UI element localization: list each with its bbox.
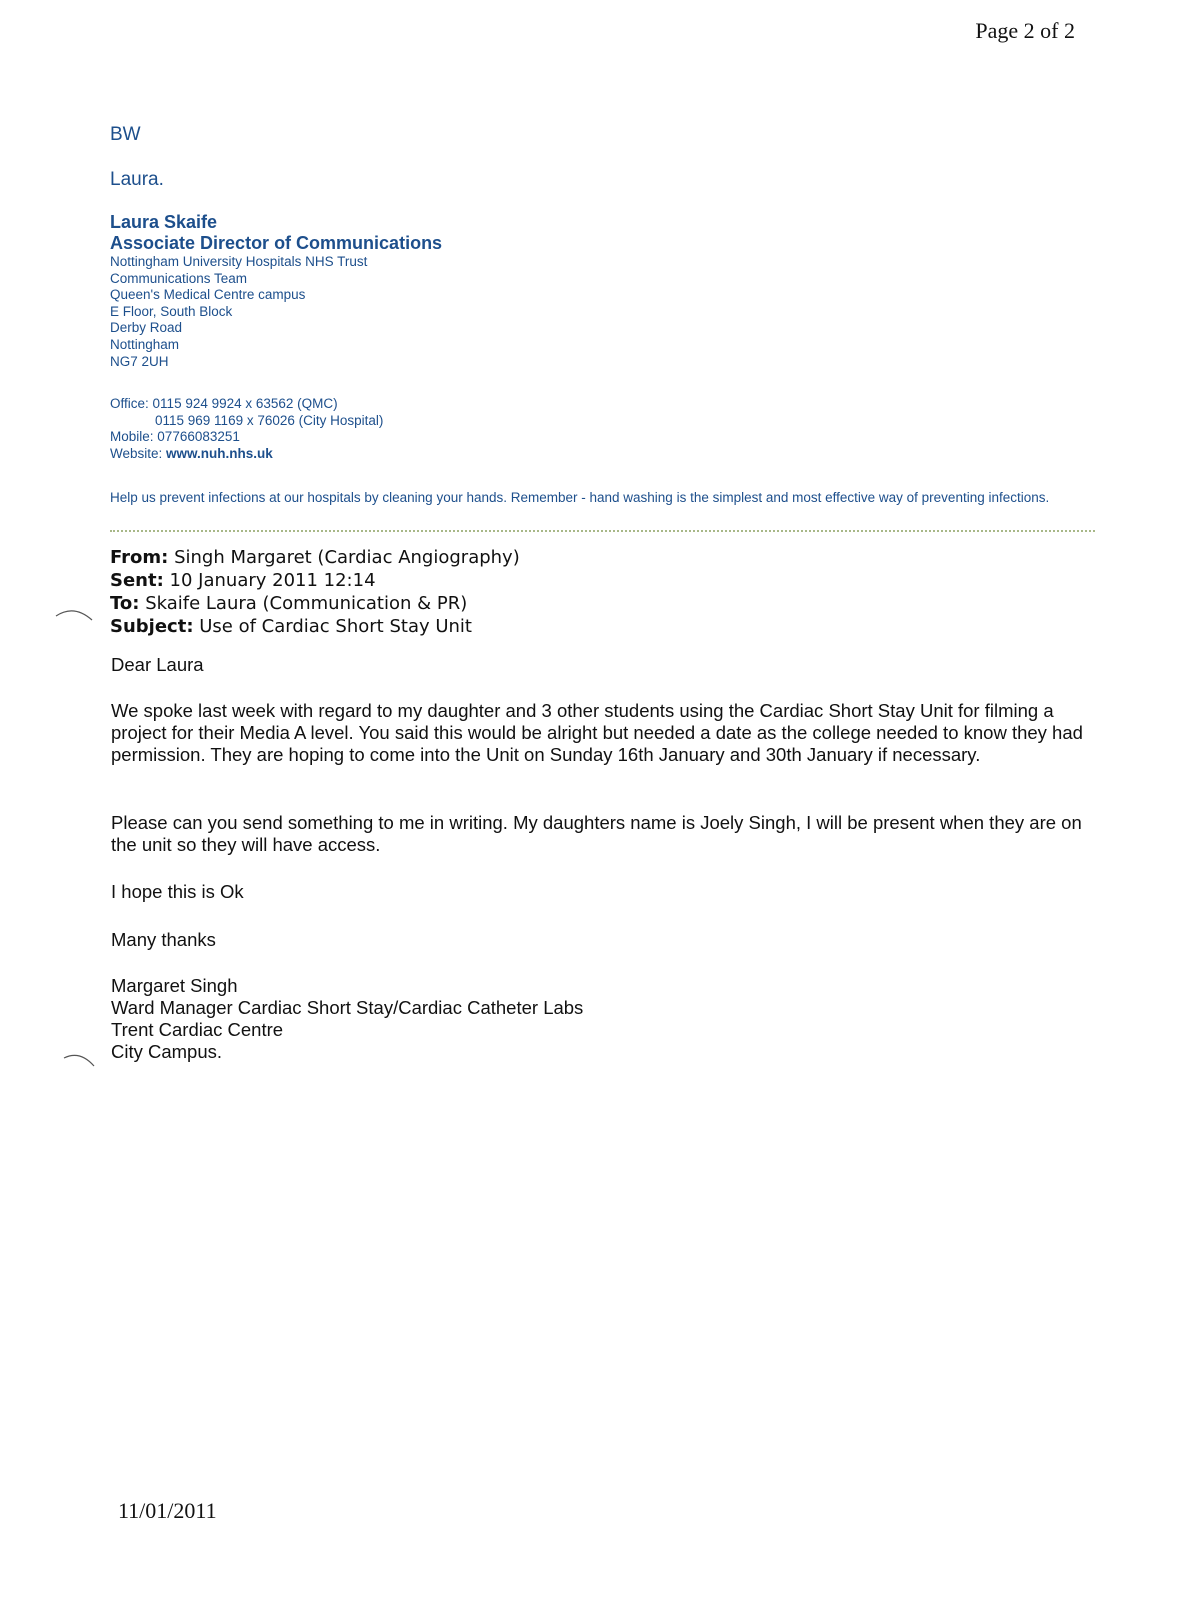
sender-line: City Campus. <box>111 1041 223 1062</box>
from-row <box>110 546 520 569</box>
office-number-city: 0115 969 1169 x 76026 (City Hospital) <box>155 412 384 428</box>
email-paragraph-2: Please can you send something to me in writing. My daughters name is Joely Singh, I will be present when they are on the unit so they will have access. <box>111 812 1082 855</box>
sent-value: 10 January 2011 12:14 <box>169 570 376 591</box>
from-label: From: <box>110 547 169 568</box>
scan-hole-mark-icon <box>60 1046 100 1072</box>
sent-label: Sent: <box>110 570 164 591</box>
from-value: Singh Margaret (Cardiac Angiography) <box>174 547 520 568</box>
email-closing: Many thanks <box>111 929 216 950</box>
email-paragraph-1: We spoke last week with regard to my daughter and 3 other students using the Cardiac Short Stay Unit for filming a project for their Media A level. You said this would be alright but needed a date as the college needed to know they had permission. They are hoping to come into the Unit on Sunday 16th January and 30th January if necessary. <box>111 700 1083 765</box>
scan-hole-mark-icon <box>52 602 98 628</box>
email-paragraph-3: I hope this is Ok <box>111 881 244 902</box>
separator-rule <box>110 530 1095 532</box>
footer-date: 11/01/2011 <box>118 1498 217 1523</box>
address-line: Queen's Medical Centre campus <box>110 287 306 303</box>
office-line-1 <box>110 396 383 413</box>
mobile-label: Mobile: <box>110 429 154 445</box>
sent-row <box>110 569 520 592</box>
address-line: Nottingham University Hospitals NHS Trust <box>110 254 368 269</box>
to-value: Skaife Laura (Communication & PR) <box>145 593 468 614</box>
website-link[interactable]: www.nuh.nhs.uk <box>166 445 273 461</box>
address-line: NG7 2UH <box>110 353 169 369</box>
email-salutation: Dear Laura <box>111 654 204 675</box>
contact-block <box>110 396 383 462</box>
subject-row <box>110 615 520 638</box>
sender-line: Margaret Singh <box>111 975 238 996</box>
signature-block <box>110 212 442 370</box>
address-line: Communications Team <box>110 270 248 286</box>
signature-name: Laura Skaife <box>110 212 218 232</box>
address-line: Nottingham <box>110 336 180 352</box>
to-label: To: <box>110 593 140 614</box>
website-line <box>110 446 383 463</box>
sender-line: Ward Manager Cardiac Short Stay/Cardiac Catheter Labs <box>111 997 584 1018</box>
infection-notice: Help us prevent infections at our hospitals by cleaning your hands. Remember - hand washing is the simplest and most effective way of preventing infections. <box>110 490 1050 505</box>
page-number: Page 2 of 2 <box>975 18 1075 43</box>
mobile-number: 07766083251 <box>157 429 240 445</box>
email-header <box>110 546 520 638</box>
website-label: Website: <box>110 445 163 461</box>
address-line: Derby Road <box>110 320 183 336</box>
sender-line: Trent Cardiac Centre <box>111 1019 284 1040</box>
email-sender-block <box>111 975 1091 1063</box>
reply-signoff: Laura. <box>110 169 164 190</box>
reply-greeting: BW <box>110 124 141 145</box>
office-label: Office: <box>110 396 149 411</box>
to-row <box>110 592 520 615</box>
office-number-qmc: 0115 924 9924 x 63562 (QMC) <box>152 396 338 411</box>
address-line: E Floor, South Block <box>110 303 233 319</box>
subject-label: Subject: <box>110 616 194 637</box>
mobile-line <box>110 429 383 446</box>
subject-value: Use of Cardiac Short Stay Unit <box>199 616 472 637</box>
signature-title: Associate Director of Communications <box>110 233 443 253</box>
